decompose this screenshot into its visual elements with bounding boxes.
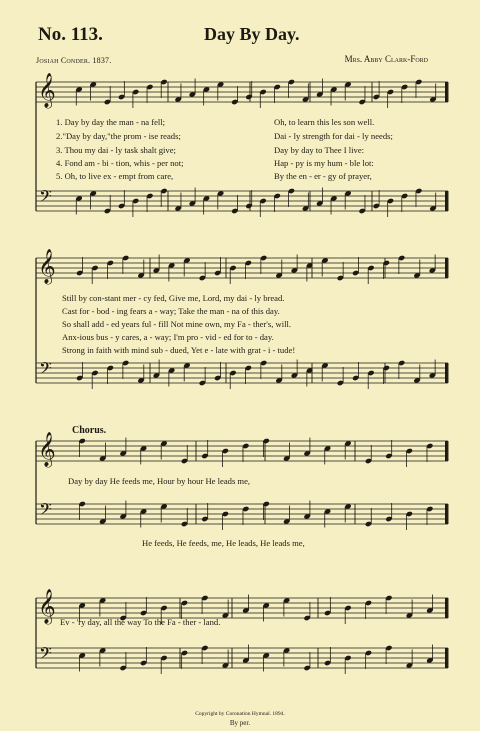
composer-credit: Mrs. Abby Clark-Ford bbox=[344, 54, 428, 64]
bass-clef-icon: 𝄢 bbox=[39, 499, 52, 523]
verse-5-first-half: 5. Oh, to live ex - empt from care, bbox=[56, 171, 174, 181]
final-barline bbox=[445, 504, 448, 524]
author-credit: Josiah Conder. 1837. bbox=[36, 56, 112, 65]
final-barline bbox=[445, 191, 448, 211]
chorus-label: Chorus. bbox=[72, 425, 107, 436]
verse-5-second-half: By the en - er - gy of prayer, bbox=[274, 171, 372, 181]
verse-1-second-half: Oh, to learn this les son well. bbox=[274, 117, 375, 127]
system2-verse-2: Cast for - bod - ing fears a - way; Take the man - na of this day. bbox=[62, 306, 280, 316]
verse-1-first-half: 1. Day by day the man - na fell; bbox=[56, 117, 166, 127]
bass-clef-icon: 𝄢 bbox=[39, 186, 52, 210]
verse-3-second-half: Day by day to Thee I live: bbox=[274, 145, 365, 155]
final-barline bbox=[445, 441, 448, 461]
chorus-treble-lyrics: Day by day He feeds me, Hour by hour He leads me, bbox=[68, 476, 251, 486]
bass-clef-icon: 𝄢 bbox=[39, 643, 52, 667]
verse-4-second-half: Hap - py is my hum - ble lot: bbox=[274, 158, 374, 168]
hymn-number: No. 113. bbox=[38, 24, 103, 45]
hymn-title: Day By Day. bbox=[204, 24, 300, 44]
final-lyrics: Ev - 'ry day, all the way To the Fa - ther - land. bbox=[60, 617, 221, 627]
copyright-notice: Copyright by Coronation Hymnal. 1894. bbox=[195, 711, 285, 717]
system2-verse-3: So shall add - ed years ful - fill Not mine own, my Fa - ther's, will. bbox=[62, 319, 292, 329]
bass-clef-icon: 𝄢 bbox=[39, 358, 52, 382]
final-barline bbox=[445, 598, 448, 618]
verse-2-second-half: Dai - ly strength for dai - ly needs; bbox=[274, 131, 393, 141]
final-barline bbox=[445, 363, 448, 383]
final-barline bbox=[445, 648, 448, 668]
treble-clef-icon: 𝄞 bbox=[38, 249, 56, 284]
treble-clef-icon: 𝄞 bbox=[38, 589, 56, 624]
final-barline bbox=[445, 82, 448, 102]
system2-verse-5: Strong in faith with mind sub - dued, Yet e - late with grat - i - tude! bbox=[62, 345, 296, 355]
chorus-bass-lyrics: He feeds, He feeds, me, He leads, He leads me, bbox=[142, 538, 305, 548]
system2-verse-4: Anx-ious bus - y cares, a - way; I'm pro - vid - ed for to - day. bbox=[62, 332, 274, 342]
verse-4-first-half: 4. Fond am - bi - tion, whis - per not; bbox=[56, 158, 184, 168]
treble-clef-icon: 𝄞 bbox=[38, 432, 56, 467]
verse-2-first-half: 2."Day by day,"the prom - ise reads; bbox=[56, 131, 181, 141]
treble-clef-icon: 𝄞 bbox=[38, 73, 56, 108]
system2-verse-1: Still by con-stant mer - cy fed, Give me, Lord, my dai - ly bread. bbox=[62, 293, 285, 303]
by-permission-note: By per. bbox=[229, 719, 251, 727]
verse-3-first-half: 3. Thou my dai - ly task shalt give; bbox=[56, 145, 176, 155]
final-barline bbox=[445, 258, 448, 278]
